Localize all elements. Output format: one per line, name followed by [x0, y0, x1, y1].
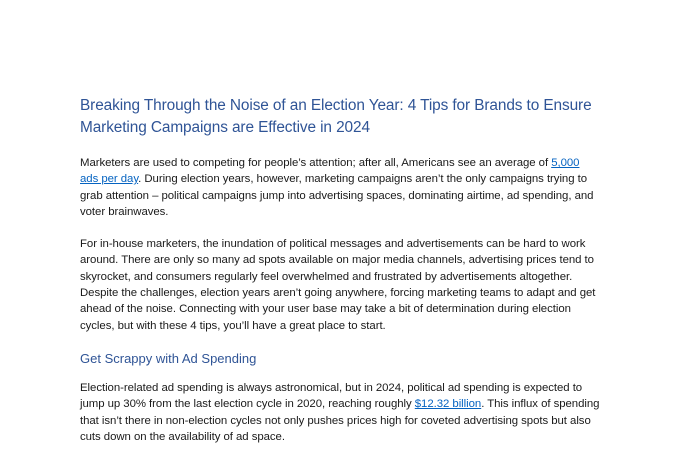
ads-per-day-link[interactable]: 5,000 ads per day	[80, 157, 580, 186]
intro-paragraph	[80, 155, 600, 220]
ad-spending-text-before-link: Election-related ad spending is always astronomical, but in 2024, political ad spending is expected to jump up 30% from the last election cycle in 2020, reaching roughly	[80, 381, 583, 411]
ad-spending-text-after-link: . This influx of spending that isn’t there in non-election cycles not only pushes prices high for coveted advertising spots but also cuts down on the availability of ad space.	[80, 398, 600, 443]
ad-spending-paragraph	[80, 380, 600, 445]
document-title: Breaking Through the Noise of an Election Year: 4 Tips for Brands to Ensure Marketing Campaigns are Effective in 2024	[80, 97, 592, 136]
document-body	[80, 95, 600, 445]
in-house-marketers-paragraph: For in-house marketers, the inundation of political messages and advertisements can be hard to work around. There are only so many ad spots available on major media channels, advertising prices tend to skyrocket, and consumers regularly feel overwhelmed and frustrated by advertisements altogether. Despite the challenges, election years aren’t going anywhere, forcing marketing teams to adapt and get ahead of the noise. Connecting with your user base may take a bit of determination during election cycles, but with these 4 tips, you’ll have a great place to start.	[80, 238, 596, 332]
ad-spending-amount-link[interactable]: $12.32 billion	[414, 398, 482, 411]
intro-text-before-link: Marketers are used to competing for people’s attention; after all, Americans see an average of	[80, 157, 552, 169]
intro-text-after-link: . During election years, however, marketing campaigns aren’t the only campaigns trying to grab attention – political campaigns jump into advertising spaces, dominating airtime, ad spending, and voter brainwaves.	[80, 173, 594, 218]
section-heading-ad-spending: Get Scrappy with Ad Spending	[80, 350, 257, 366]
